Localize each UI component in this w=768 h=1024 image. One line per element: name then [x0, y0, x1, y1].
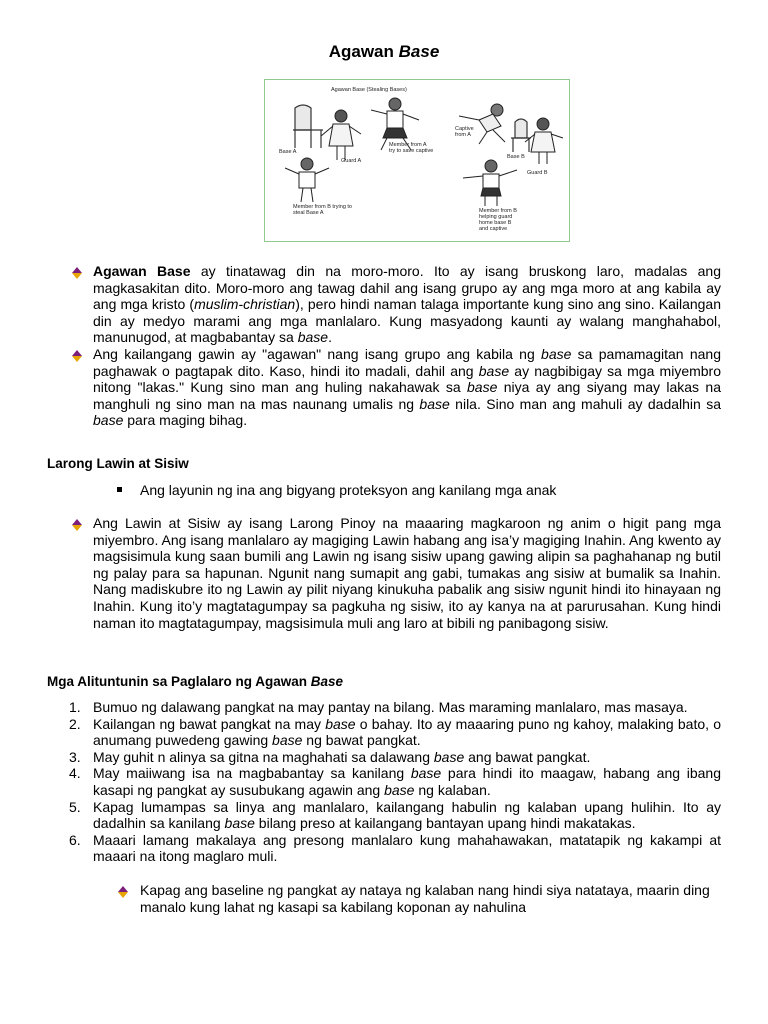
figure-caption: Agawan Base (Stealing Bases) — [331, 87, 407, 93]
arrow-bullet-icon — [70, 266, 84, 280]
rule-text: May guhit n alinya sa gitna na maghahati sa dalawang — [93, 748, 434, 765]
rule-item — [47, 749, 721, 766]
p2-text-3: ay nagbibigay sa mga miyembro nitong "lakas." Kung sino man ang huling nakahawak sa — [93, 362, 722, 396]
rules-list — [47, 699, 721, 865]
member-b-stealing-figure — [285, 158, 329, 202]
paragraph-agawan-objective — [93, 346, 721, 429]
title-italic: Base — [398, 42, 440, 61]
rule-text: o bahay. Ito ay maaaring puno ng kahoy, malaking bato, o anumang puwedeng gawing — [93, 715, 721, 749]
arrow-bullet-icon — [116, 885, 130, 899]
rule-number: 5. — [69, 798, 81, 815]
p2-italic-4: base — [419, 395, 450, 412]
p1-italic-1: muslim-christian — [194, 296, 296, 313]
page-title — [0, 42, 768, 62]
rule-number: 6. — [69, 831, 81, 848]
guard-b-figure — [525, 118, 563, 164]
rule-text: ng bawat pangkat. — [302, 732, 421, 749]
p2-italic-3: base — [467, 379, 498, 396]
p1-text-3: . — [328, 329, 332, 346]
label-guard-b: Guard B — [527, 170, 548, 176]
label-member-b-help-4: and captive — [479, 226, 508, 232]
paragraph-lawin-story: Ang Lawin at Sisiw ay isang Larong Pinoy na maaaring magkaroon ng anim o higit pang mga miyembro. Ang isang manlalaro ay magiging Lawin habang ang isa’y magiging Inahin. Ang kwento ay magsisimula kung saan bumili ang Lawin ng isang sisiw upang gawing alipin sa paghahanap ng butil ng palay para sa hapunan. Ngunit nang sumapit ang gabi, tumakas ang sisiw at bumalik sa Inahin. Nang madiskubre ito ng Lawin ay pilit niyang kinukuha pabalik ang sisiw ngunit hindi ito hinayaan ng Inahin. Kung ito’y magtatagumpay sa pagkuha ng sisiw, ito ay kanya na at parurusahan. Kung hindi naman ito magtatagumpay, magsisimula muli ang laro at bibili ng panibagong sisiw. — [93, 515, 721, 631]
rule-text: para hindi ito maagaw, habang ang ibang kasapi ng pangkat ay susubukang agawin ang — [93, 765, 721, 798]
label-member-b-2: steal Base A — [293, 210, 324, 216]
rule-text: Bumuo ng dalawang pangkat na may pantay na bilang. Mas maraming manlalaro, mas masaya. — [93, 699, 688, 715]
label-member-b-1: Member from B trying to — [293, 204, 352, 210]
captive-figure — [459, 104, 505, 144]
final-bullet-text: Kapag ang baseline ng pangkat ay nataya ng kalaban nang hindi siya natataya, maarin ding manalo kung lahat ng kasapi sa kabilang koponan ay nahulina — [140, 882, 710, 915]
label-base-a: Base A — [279, 149, 297, 155]
p2-text-4: niya ay ang siyang may lakas na manghuli ng sino man na mas naunang umalis ng — [93, 379, 721, 412]
paragraph-agawan-intro — [93, 263, 721, 346]
heading-rules — [47, 674, 343, 689]
illustration-svg — [265, 80, 569, 241]
rule-text: Kailangan ng bawat pangkat na may — [93, 715, 326, 732]
rule-item — [47, 716, 721, 749]
rule-number: 3. — [69, 748, 81, 765]
arrow-bullet-icon — [70, 349, 84, 363]
p2-italic-5: base — [93, 412, 124, 429]
rule-italic: base — [433, 748, 465, 765]
rule-italic: base — [224, 815, 255, 832]
agawan-base-illustration — [264, 79, 570, 242]
p2-text-6: para maging bihag. — [123, 412, 248, 429]
p2-italic-2: base — [478, 362, 510, 379]
rule-italic: base — [410, 765, 442, 782]
rule-text: Maaari lamang makalaya ang presong manlalaro kung mahahawakan, matatapik ng kakampi at maaari na itong maglaro muli. — [93, 831, 721, 865]
label-member-a-1: Member from A — [389, 142, 427, 148]
rule-item — [47, 832, 721, 865]
label-base-b: Base B — [507, 154, 525, 160]
p1-italic-2: base — [297, 329, 329, 346]
title-text: Agawan — [328, 42, 394, 61]
label-member-b-help-3: home base B — [479, 220, 512, 226]
label-captive-2: from A — [455, 132, 471, 138]
rule-italic: base — [272, 732, 303, 749]
label-guard-a: Guard A — [341, 158, 362, 164]
rule-italic: base — [384, 781, 415, 798]
p2-italic-1: base — [541, 346, 572, 362]
p2-text-5: nila. Sino man ang mahuli ay dadalhin sa — [449, 395, 721, 412]
label-member-b-help-2: helping guard — [479, 214, 513, 220]
label-member-a-2: try to save captive — [389, 148, 434, 154]
lawin-objective-bullet: Ang layunin ng ina ang bigyang proteksyon ang kanilang mga anak — [140, 482, 557, 498]
square-bullet-icon — [117, 487, 122, 492]
p1-bold: Agawan Base — [93, 263, 191, 279]
rule-item — [47, 699, 721, 716]
rule-number: 4. — [69, 765, 81, 782]
rule-item — [47, 765, 721, 798]
p2-text-1: Ang kailangang gawin ay "agawan" nang isang grupo ang kabila ng — [93, 346, 542, 362]
label-member-b-help-1: Member from B — [479, 208, 517, 214]
p1-text-2: ), pero hindi naman talaga importante kung sino ang sino. Kailangan din ay medyo marami ang mga manlalaro. Kung masyadong kaunti ay walang manghahabol, manunugod, at magbabantay sa — [93, 296, 722, 346]
rule-text: ng kalaban. — [414, 781, 491, 798]
member-b-helping-figure — [463, 160, 517, 206]
rule-number: 1. — [69, 699, 81, 715]
p1-text-1: ay tinatawag din na moro-moro. Ito ay isang bruskong laro, madalas ang magkasakitan dito. Moro-moro ang tawag dahil ang isang grupo ay ang mga moro at ang kabila ay ang mga kristo ( — [93, 263, 721, 313]
rule-text: ang bawat pangkat. — [464, 748, 591, 765]
heading-rules-italic: Base — [310, 674, 344, 689]
arrow-bullet-icon — [70, 518, 84, 532]
chair-base-b-icon — [511, 119, 531, 152]
guard-a-figure — [321, 110, 361, 160]
rule-number: 2. — [69, 715, 81, 732]
rule-text: May maiiwang isa na magbabantay sa kanilang — [93, 765, 411, 782]
p2-text-2: sa pamamagitan nang paghawak o pagtapak dito. Kaso, hindi ito madali, dahil ang — [93, 346, 721, 379]
rule-text: bilang preso at kailangang bantayan upang hindi makatakas. — [254, 815, 636, 832]
rule-text: Kapag lumampas sa linya ang manlalaro, kailangang habulin ng kalaban upang hulihin. Ito ay dadalhin sa kanilang — [93, 798, 721, 832]
heading-lawin-at-sisiw: Larong Lawin at Sisiw — [47, 456, 189, 471]
rule-item — [47, 799, 721, 832]
label-captive-1: Captive — [455, 126, 474, 132]
heading-rules-text: Mga Alituntunin sa Paglalaro ng Agawan — [47, 674, 311, 689]
rule-italic: base — [325, 715, 356, 732]
chair-base-a-icon — [293, 105, 323, 148]
